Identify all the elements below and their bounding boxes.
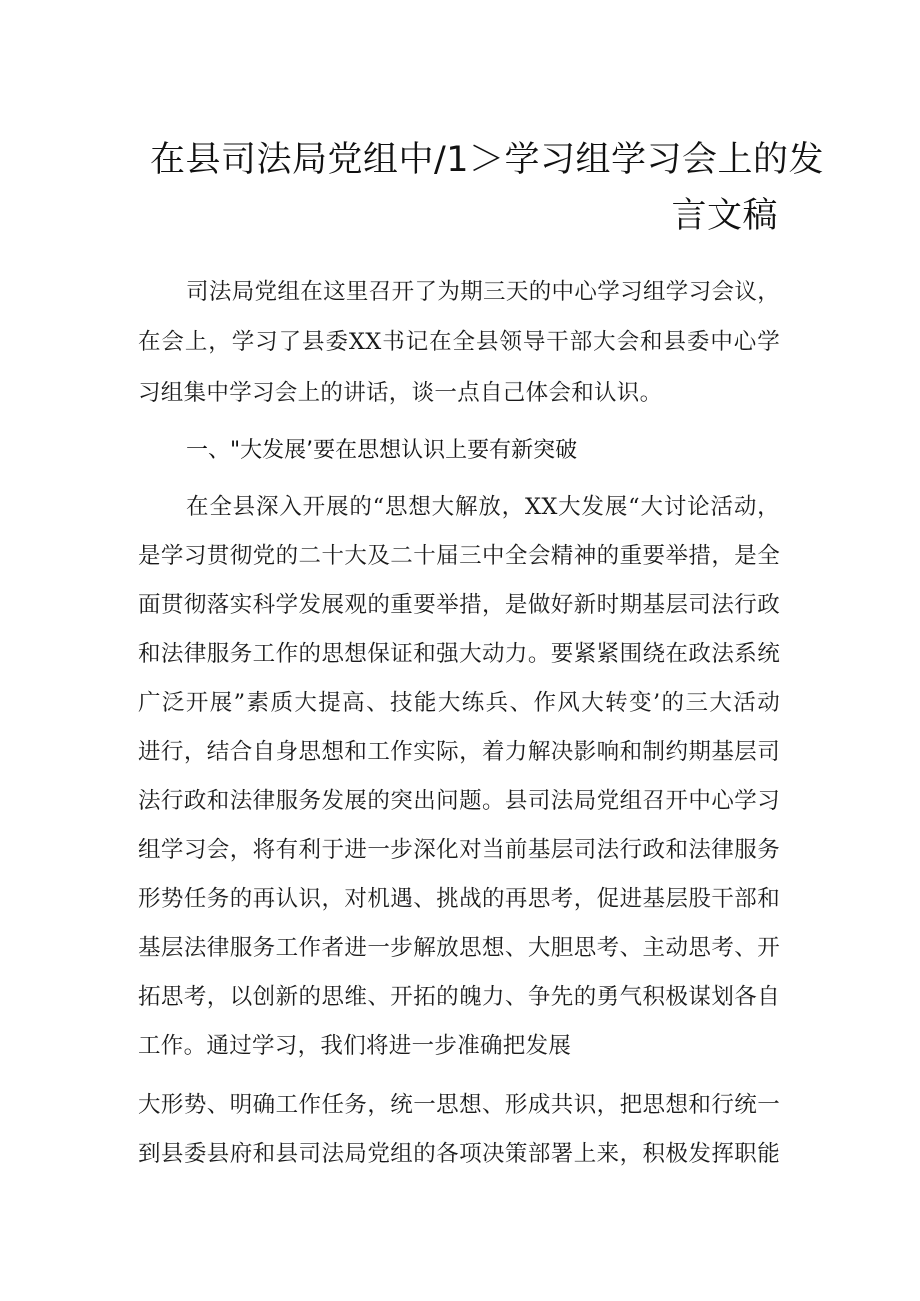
paragraph-line: 基层法律服务工作者进一步解放思想、大胆思考、主动思考、开 — [138, 935, 780, 961]
paragraph-line: 司法局党组在这里召开了为期三天的中心学习组学习会议， — [186, 279, 780, 305]
paragraph-line: 是学习贯彻党的二十大及二十届三中全会精神的重要举措，是全 — [138, 543, 780, 569]
paragraph-line: 习组集中学习会上的讲话，谈一点自己体会和认识。 — [138, 380, 663, 406]
document-title-line-2: 言文稿 — [671, 196, 778, 236]
paragraph-line: 大形势、明确工作任务，统一思想、形成共识，把思想和行统一 — [138, 1092, 780, 1118]
paragraph-line: 法行政和法律服务发展的突出问题。县司法局党组召开中心学习 — [138, 788, 780, 814]
paragraph-line: 到县委县府和县司法局党组的各项决策部署上来，积极发挥职能 — [138, 1141, 780, 1167]
section-heading-1: 一、"大发展’要在思想认识上要有新突破 — [186, 438, 578, 463]
paragraph-line: 广泛开展”素质大提高、技能大练兵、作风大转变’的三大活动 — [138, 690, 780, 716]
paragraph-line: 在会上，学习了县委XX书记在全县领导干部大会和县委中心学 — [138, 329, 780, 355]
paragraph-line: 形势任务的再认识，对机遇、挑战的再思考，促进基层股干部和 — [138, 886, 780, 912]
document-title-line-1: 在县司法局党组中/1＞学习组学习会上的发 — [150, 140, 825, 180]
paragraph-line: 在全县深入开展的“思想大解放，XX大发展“大讨论活动， — [186, 494, 780, 520]
paragraph-line: 工作。通过学习，我们将进一步准确把发展 — [138, 1033, 572, 1059]
paragraph-line: 面贯彻落实科学发展观的重要举措，是做好新时期基层司法行政 — [138, 592, 780, 618]
paragraph-line: 拓思考，以创新的思维、开拓的魄力、争先的勇气积极谋划各自 — [138, 984, 780, 1010]
paragraph-line: 进行，结合自身思想和工作实际，着力解决影响和制约期基层司 — [138, 739, 780, 765]
paragraph-line: 组学习会，将有利于进一步深化对当前基层司法行政和法律服务 — [138, 837, 780, 863]
paragraph-line: 和法律服务工作的思想保证和强大动力。要紧紧围绕在政法系统 — [138, 641, 780, 667]
